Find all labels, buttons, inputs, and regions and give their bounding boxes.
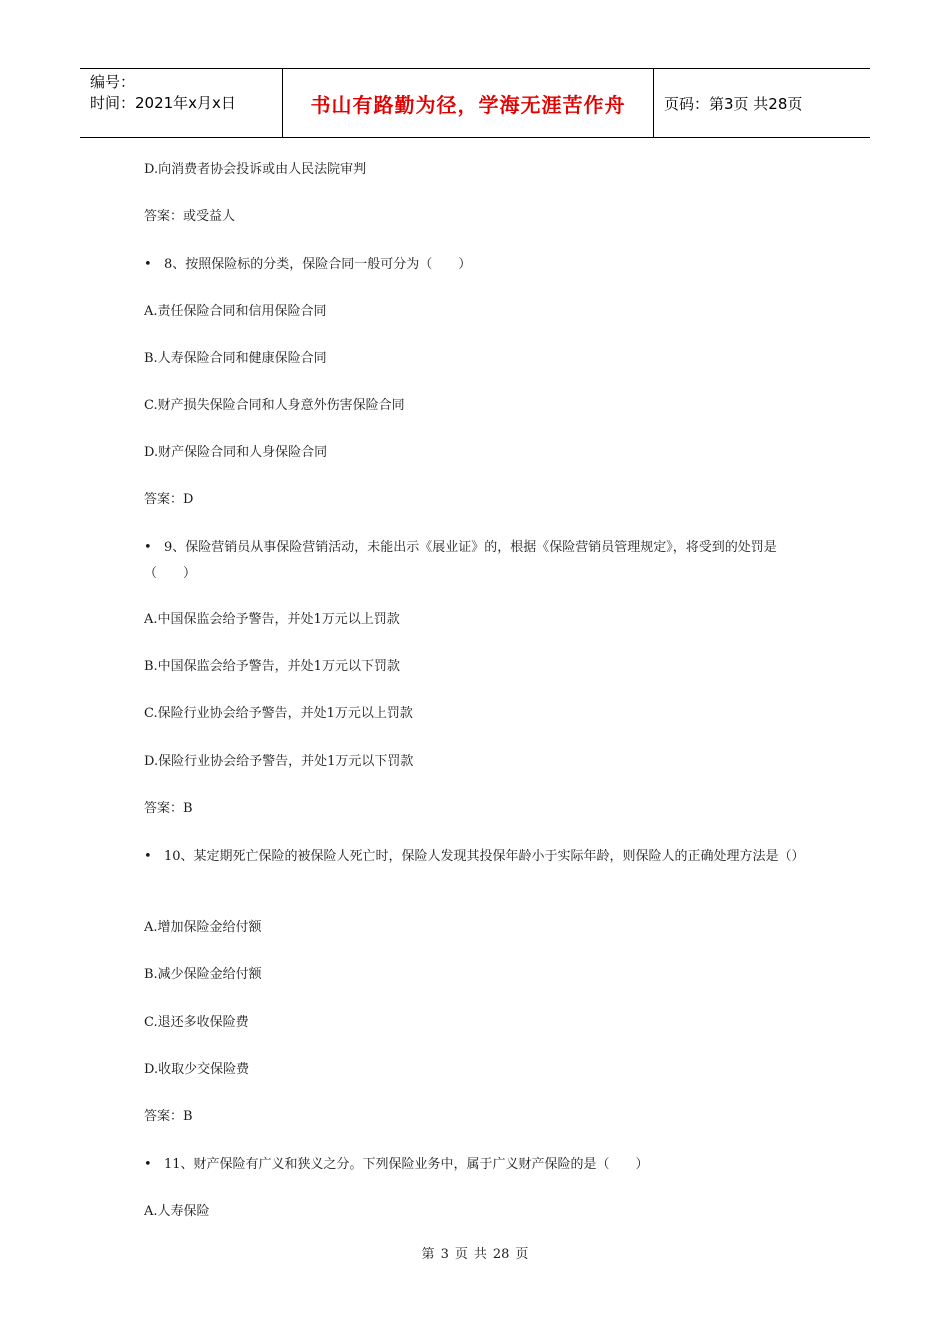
question-text: 10、某定期死亡保险的被保险人死亡时，保险人发现其投保年龄小于实际年龄，则保险人的正确处理方法是（） — [164, 849, 805, 864]
option-a: A.人寿保险 — [144, 1204, 210, 1219]
option-b: B.中国保监会给予警告，并处1万元以下罚款 — [144, 659, 400, 674]
option-c: C.保险行业协会给予警告，并处1万元以上罚款 — [144, 706, 413, 721]
document-date-label: 时间：2021年x月x日 — [90, 94, 236, 112]
option-b: B.减少保险金给付额 — [144, 967, 262, 982]
option-c: C.退还多收保险费 — [144, 1015, 249, 1030]
question-text: 9、保险营销员从事保险营销活动，未能出示《展业证》的，根据《保险营销员管理规定》，将受到的处罚是（ ） — [144, 540, 777, 581]
option-c: C.财产损失保险合同和人身意外伤害保险合同 — [144, 398, 405, 413]
footer-di: 第 — [421, 1247, 435, 1262]
page-header — [80, 68, 870, 138]
bullet-icon: • — [144, 1157, 152, 1172]
option-a: A.责任保险合同和信用保险合同 — [144, 304, 327, 319]
page-footer — [0, 1243, 950, 1262]
option-d: D.收取少交保险费 — [144, 1062, 250, 1077]
option-d: D.向消费者协会投诉或由人民法院审判 — [144, 162, 367, 177]
question-8 — [144, 252, 814, 278]
question-10 — [144, 844, 814, 870]
question-9 — [144, 535, 814, 587]
footer-ye: 页 — [454, 1247, 468, 1262]
question-text: 8、按照保险标的分类，保险合同一般可分为（ ） — [164, 257, 472, 272]
question-text: 11、财产保险有广义和狭义之分。下列保险业务中，属于广义财产保险的是（ ） — [164, 1157, 649, 1172]
answer: 答案：或受益人 — [144, 209, 236, 224]
bullet-icon: • — [144, 849, 152, 864]
footer-total-pages: 28 — [492, 1247, 510, 1262]
footer-ye2: 页 — [515, 1247, 529, 1262]
header-motto: 书山有路勤为径，学海无涯苦作舟 — [282, 69, 654, 137]
bullet-icon: • — [144, 257, 152, 272]
answer: 答案：D — [144, 492, 194, 507]
header-page-label: 页码：第3页 共28页 — [664, 94, 803, 113]
option-d: D.财产保险合同和人身保险合同 — [144, 445, 328, 460]
document-number-label: 编号： — [90, 73, 136, 91]
option-a: A.中国保监会给予警告，并处1万元以上罚款 — [144, 612, 400, 627]
question-11 — [144, 1152, 814, 1178]
footer-gong: 共 — [473, 1247, 487, 1262]
header-meta — [80, 69, 282, 137]
footer-page-number: 3 — [440, 1247, 449, 1262]
answer: 答案：B — [144, 1109, 193, 1124]
option-d: D.保险行业协会给予警告，并处1万元以下罚款 — [144, 754, 414, 769]
answer: 答案：B — [144, 801, 193, 816]
bullet-icon: • — [144, 540, 152, 555]
option-b: B.人寿保险合同和健康保险合同 — [144, 351, 327, 366]
option-a: A.增加保险金给付额 — [144, 920, 262, 935]
